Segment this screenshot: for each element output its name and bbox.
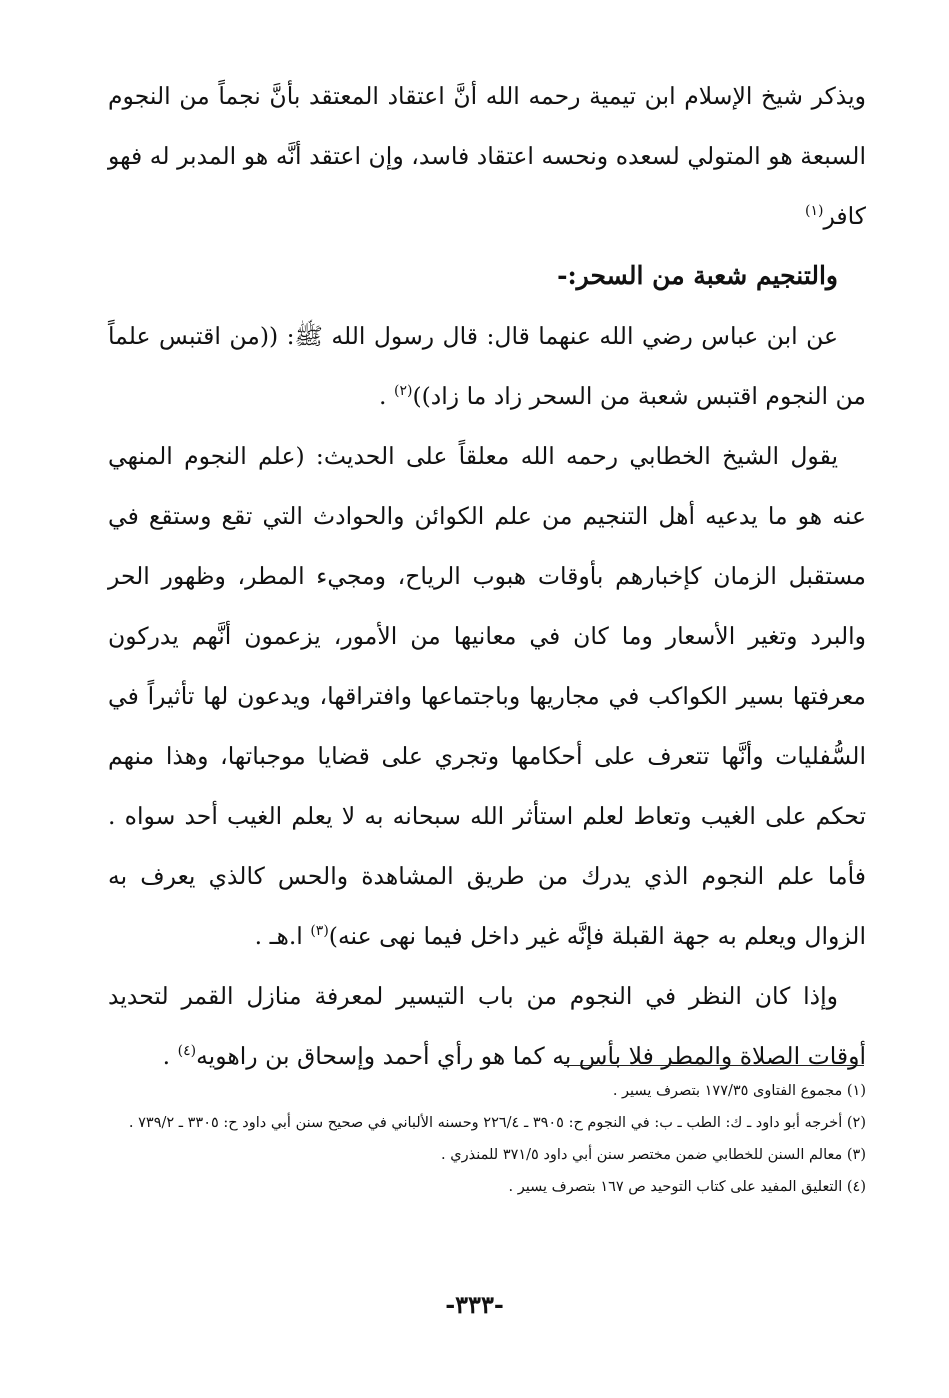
footnote-1: (١) مجموع الفتاوى ١٧٧/٣٥ بتصرف يسير . bbox=[612, 1083, 866, 1099]
footnote-2: (٢) أخرجه أبو داود ـ ك: الطب ـ ب: في النجوم ح: ٣٩٠٥ ـ ٢٢٦/٤ وحسنه الألباني في صحيح سنن أبي داود ح: ٣٣٠٥ ـ ٧٣٩/٢ . bbox=[128, 1115, 866, 1131]
section-heading: والتنجيم شعبة من السحر:- bbox=[557, 261, 838, 290]
paragraph-hadith: عن ابن عباس رضي الله عنهما قال: قال رسول الله ﷺ: ((من اقتبس علماً من النجوم اقتبس شعبة من السحر زاد ما زاد))$^{(٢)}$ . bbox=[108, 322, 866, 410]
footnote-ref-2: (٢) bbox=[393, 383, 413, 400]
page-number: -٣٣٣- bbox=[445, 1290, 504, 1319]
footnote-ref-4: (٤) bbox=[177, 1043, 197, 1060]
paragraph-ibn-taymiyya: ويذكر شيخ الإسلام ابن تيمية رحمه الله أنَّ اعتقاد المعتقد بأنَّ نجماً من النجوم السبعة هو المتولي لسعده ونحسه اعتقاد فاسد، وإن اعتقد أنَّه هو المدبر له فهو كافر$^{(١)}$ bbox=[108, 82, 866, 230]
footnote-ref-1: (١) bbox=[804, 203, 824, 220]
main-text bbox=[108, 66, 866, 1086]
footnote-ref-3: (٣) bbox=[310, 923, 329, 940]
footnote-4: (٤) التعليق المفيد على كتاب التوحيد ص ١٦٧ بتصرف يسير . bbox=[508, 1179, 866, 1195]
footnote-separator bbox=[564, 1065, 864, 1066]
footnotes bbox=[108, 1075, 866, 1203]
paragraph-khattabi: يقول الشيخ الخطابي رحمه الله معلقاً على الحديث: (علم النجوم المنهي عنه هو ما يدعيه أهل التنجيم من علم الكوائن والحوادث التي تقع وستقع في مستقبل الزمان كإخبارهم بأوقات هبوب الرياح، ومجيء المطر، وظهور الحر والبرد وتغير الأسعار وما كان في معانيها من الأمور، يزعمون أنَّهم يدركون معرفتها بسير الكواكب في مجاريها وباجتماعها وافتراقها، ويدعون لها تأثيراً في السُّفليات وأنَّها تتعرف على أحكامها وتجري على قضايا موجباتها، وهذا منهم تحكم على الغيب وتعاط لعلم استأثر الله سبحانه به لا يعلم الغيب أحد سواه . فأما علم النجوم الذي يدرك من طريق المشاهدة والحس كالذي يعرف به الزوال ويعلم به جهة القبلة فإنَّه غير داخل فيما نهى عنه)$^{(٣)}$ ا.هـ . bbox=[108, 442, 866, 950]
paragraph-moon-stations: وإذا كان النظر في النجوم من باب التيسير لمعرفة منازل القمر لتحديد أوقات الصلاة والمطر فلا بأس به كما هو رأي أحمد وإسحاق بن راهويه$^{(٤)}$ . bbox=[108, 982, 866, 1070]
footnote-3: (٣) معالم السنن للخطابي ضمن مختصر سنن أبي داود ٣٧١/٥ للمنذري . bbox=[441, 1147, 866, 1163]
